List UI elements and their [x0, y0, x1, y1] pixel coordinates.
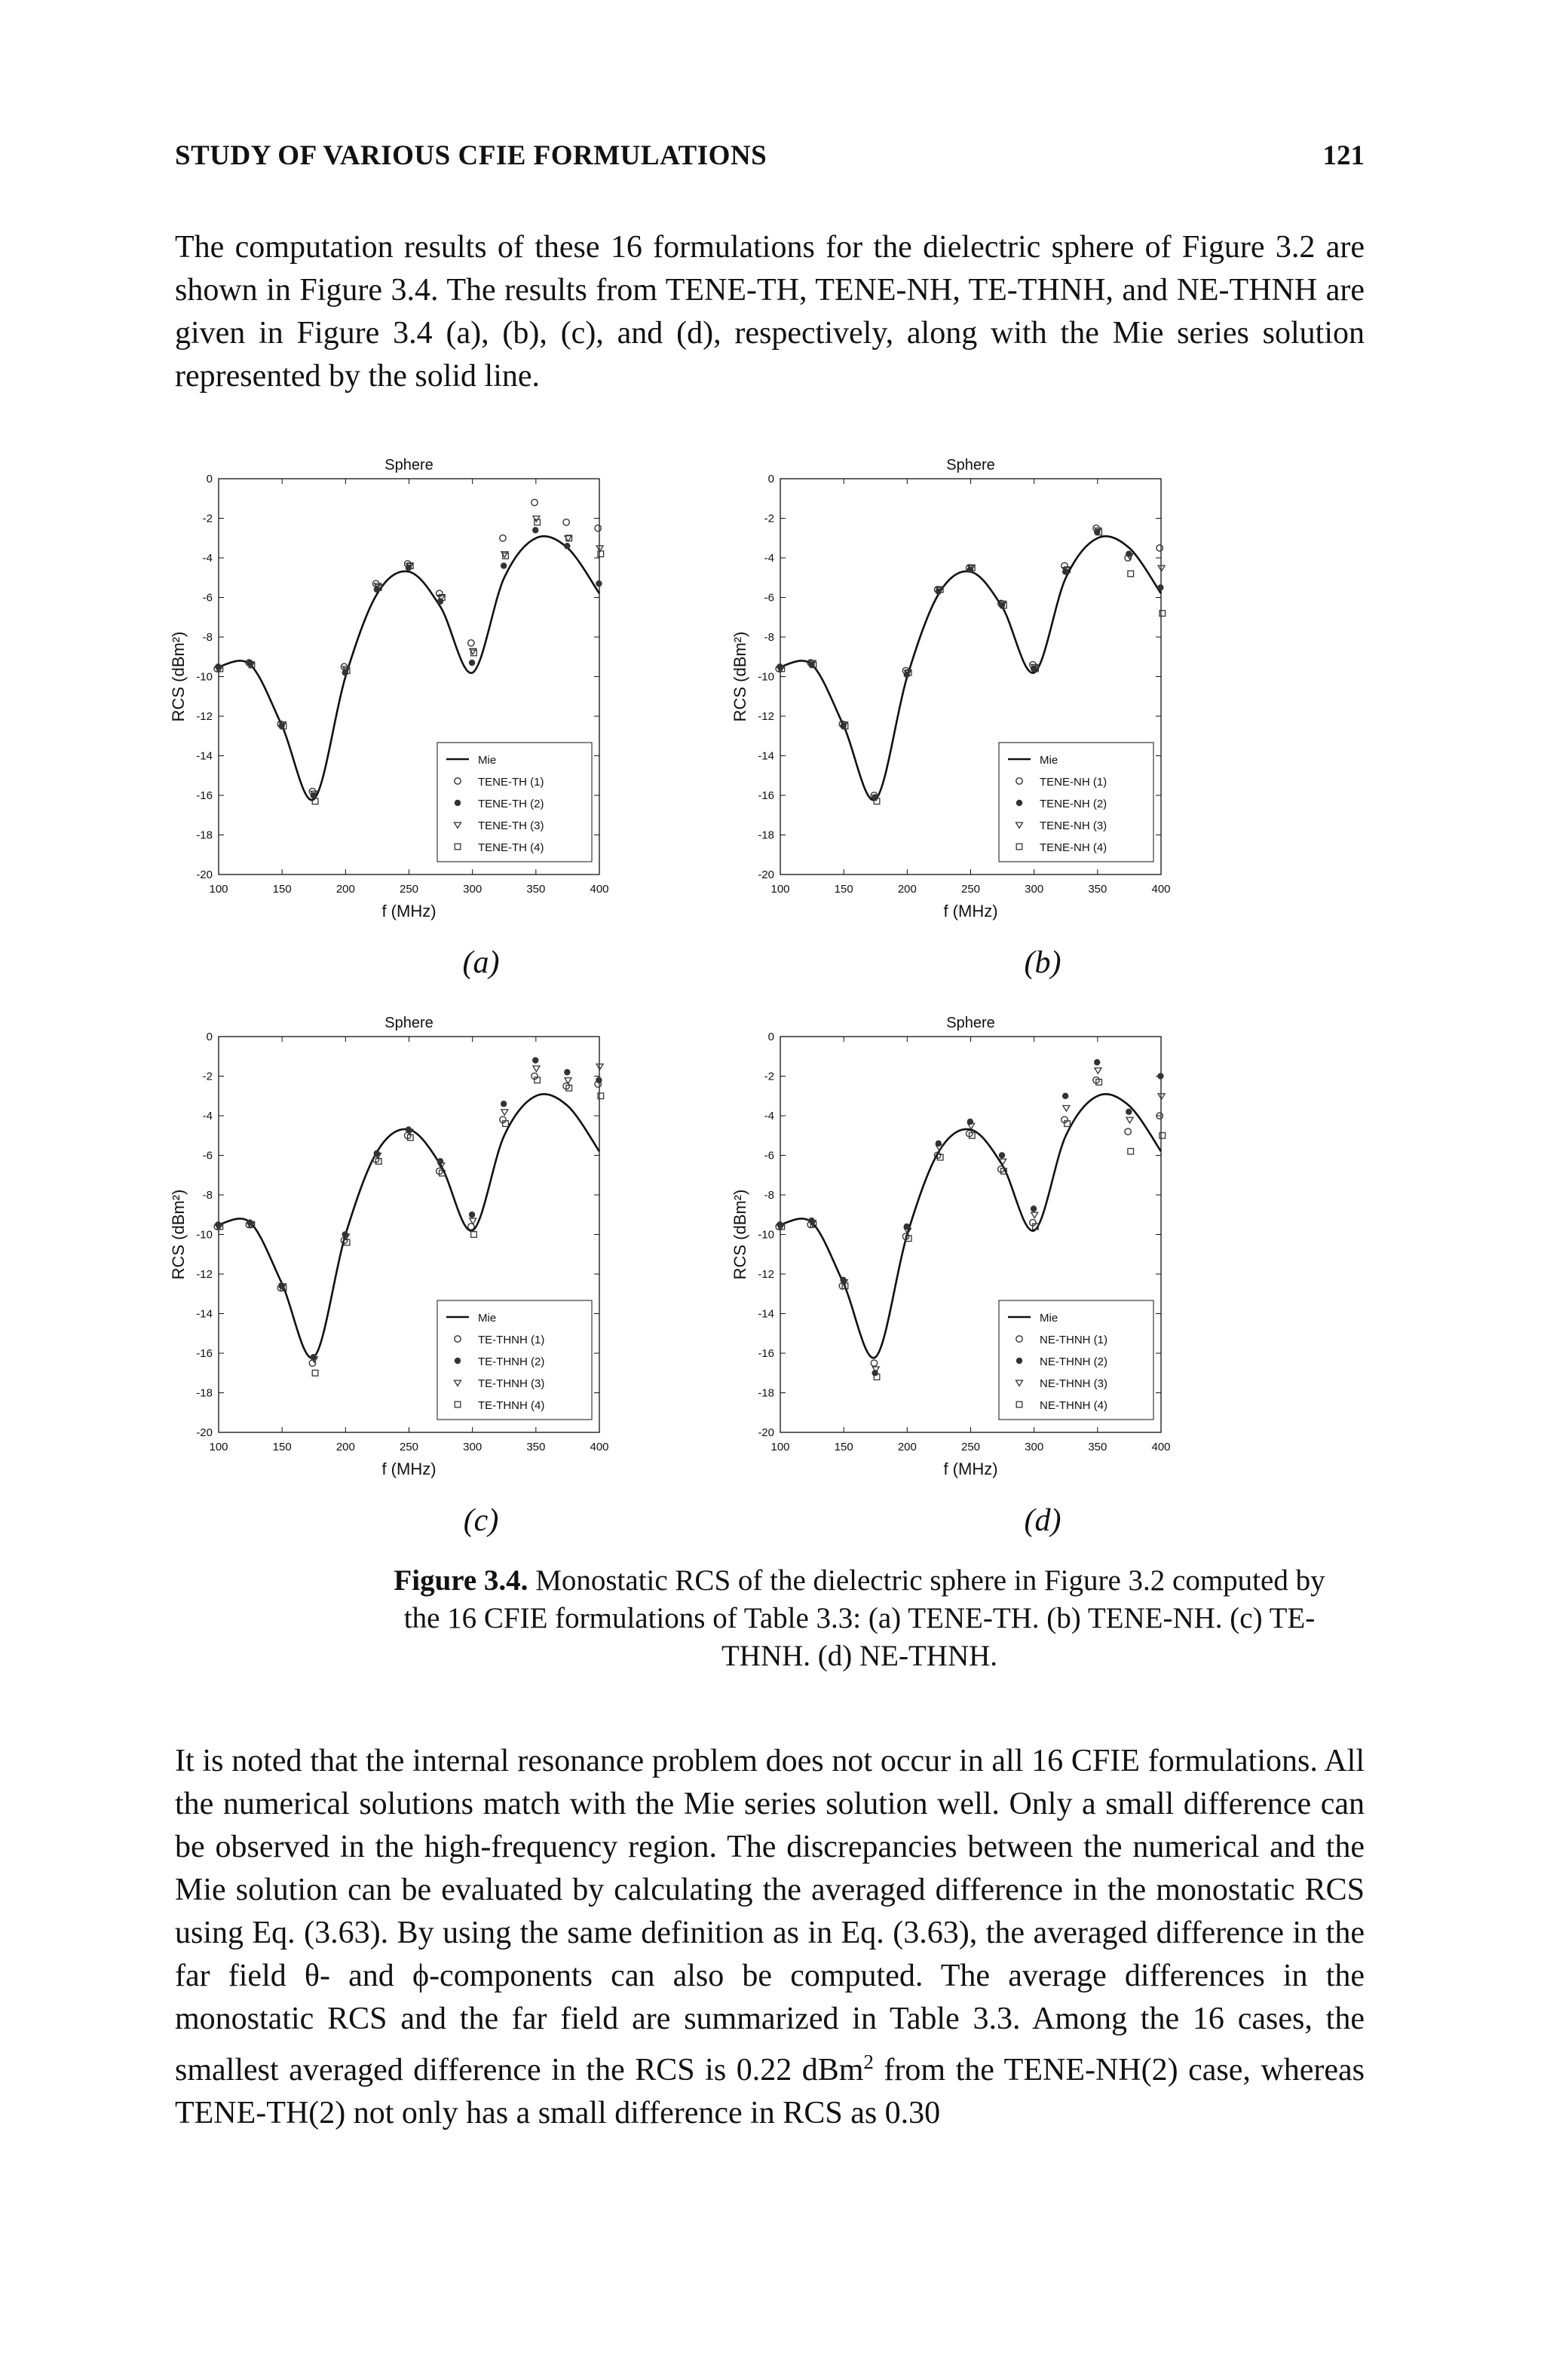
y-axis-label: RCS (dBm²) — [169, 631, 188, 722]
y-tick-label: -10 — [758, 670, 774, 684]
data-point — [533, 1066, 540, 1072]
legend-label: Mie — [478, 1312, 497, 1325]
data-point — [871, 1360, 877, 1366]
body-paragraph — [175, 1740, 1365, 2135]
y-tick-label: -12 — [758, 710, 774, 723]
x-tick-label: 150 — [834, 1441, 853, 1453]
data-point — [999, 1152, 1005, 1158]
data-point — [1095, 1068, 1101, 1074]
x-axis-label: f (MHz) — [943, 902, 998, 920]
y-tick-label: -18 — [758, 829, 774, 842]
y-tick-label: -14 — [196, 1307, 213, 1321]
legend-label: NE-THNH (4) — [1040, 1399, 1107, 1412]
caption-label: Figure 3.4. — [394, 1564, 528, 1597]
data-point — [596, 580, 602, 587]
legend-marker-sample — [455, 1358, 461, 1364]
legend-label: TE-THNH (4) — [478, 1399, 545, 1412]
legend-marker-sample — [1016, 1358, 1022, 1364]
x-tick-label: 150 — [272, 883, 292, 896]
x-tick-label: 100 — [209, 883, 228, 896]
data-point — [468, 640, 474, 646]
data-point — [1031, 1205, 1037, 1211]
rcs-chart-d — [724, 1003, 1349, 1485]
y-tick-label: -14 — [758, 749, 774, 763]
y-tick-label: -8 — [764, 1189, 774, 1202]
x-tick-label: 250 — [399, 1441, 419, 1453]
figure-panel-a — [162, 445, 788, 927]
y-tick-label: -10 — [758, 1228, 774, 1242]
data-point — [532, 1057, 538, 1063]
data-point — [1157, 1073, 1163, 1079]
data-point — [1031, 1212, 1038, 1218]
caption-text: Monostatic RCS of the dielectric sphere in Figure 3.2 computed by the 16 CFIE formulations of Table 3.3: (a) TENE-TH. (b) TENE-NH. (c) TE-THNH. (d) NE-THNH. — [403, 1564, 1325, 1672]
legend-marker-sample — [1016, 800, 1022, 806]
x-tick-label: 150 — [272, 1441, 292, 1453]
y-tick-label: -16 — [196, 1347, 213, 1360]
legend-label: NE-THNH (3) — [1040, 1377, 1107, 1390]
figure-caption — [377, 1562, 1342, 1675]
data-point — [598, 551, 604, 557]
rcs-chart-c — [162, 1003, 788, 1485]
y-tick-label: -16 — [196, 789, 213, 802]
body-paragraph-text — [175, 1740, 1365, 2135]
data-point — [1063, 1106, 1070, 1112]
data-point — [309, 1360, 315, 1366]
legend-label: Mie — [1040, 1312, 1058, 1325]
y-tick-label: -6 — [764, 591, 774, 605]
legend-marker-sample — [455, 800, 461, 806]
intro-paragraph — [175, 226, 1365, 398]
y-tick-label: -18 — [196, 829, 213, 842]
data-point — [468, 1224, 474, 1230]
y-tick-label: -16 — [758, 789, 774, 802]
data-point — [1160, 1132, 1166, 1138]
y-tick-label: -20 — [196, 1426, 213, 1439]
data-point — [501, 1101, 507, 1107]
legend-label: TENE-NH (2) — [1040, 798, 1107, 810]
data-point — [563, 519, 569, 525]
y-axis-label: RCS (dBm²) — [731, 1189, 749, 1280]
x-tick-label: 400 — [1151, 1441, 1171, 1453]
x-tick-label: 400 — [590, 883, 609, 896]
x-tick-label: 300 — [463, 1441, 482, 1453]
y-tick-label: 0 — [767, 473, 774, 485]
x-tick-label: 200 — [335, 1441, 355, 1453]
legend-label: TENE-NH (3) — [1040, 819, 1107, 832]
x-tick-label: 200 — [897, 883, 917, 896]
y-tick-label: -4 — [764, 1110, 774, 1123]
x-tick-label: 100 — [209, 1441, 228, 1453]
panel-label-b: (b) — [1024, 945, 1062, 980]
legend-label: TENE-NH (1) — [1040, 776, 1107, 789]
data-point — [1125, 1129, 1131, 1135]
y-tick-label: -2 — [202, 512, 213, 525]
y-tick-label: -20 — [196, 868, 213, 881]
data-point — [598, 1093, 604, 1099]
data-point — [595, 525, 601, 531]
y-tick-label: -18 — [196, 1386, 213, 1400]
x-tick-label: 300 — [463, 883, 482, 896]
y-tick-label: 0 — [206, 473, 213, 485]
data-point — [1094, 1059, 1100, 1065]
x-tick-label: 100 — [770, 883, 790, 896]
y-tick-label: -8 — [202, 1189, 213, 1202]
legend-label: TENE-TH (1) — [478, 776, 544, 789]
data-point — [471, 1232, 477, 1238]
chart-title: Sphere — [384, 1015, 433, 1031]
y-tick-label: -6 — [764, 1149, 774, 1162]
y-tick-label: -18 — [758, 1386, 774, 1400]
x-tick-label: 200 — [897, 1441, 917, 1453]
y-tick-label: -6 — [202, 591, 213, 605]
data-point — [1126, 1117, 1133, 1123]
data-point — [1128, 1148, 1134, 1154]
legend-label: TENE-TH (4) — [478, 841, 544, 854]
y-tick-label: -8 — [764, 631, 774, 644]
y-tick-label: -4 — [764, 552, 774, 565]
legend-label: Mie — [1040, 754, 1058, 767]
y-tick-label: -8 — [202, 631, 213, 644]
y-tick-label: 0 — [767, 1031, 774, 1043]
y-tick-label: -20 — [758, 1426, 774, 1439]
x-tick-label: 250 — [399, 883, 419, 896]
chart-title: Sphere — [946, 457, 995, 473]
body-text-part1: It is noted that the internal resonance problem does not occur in all 16 CFIE formulations. All the numerical solutions match with the Mie series solution well. Only a small difference can be observed in the high-frequency region. The discrepancies between the numerical and the Mie solution can be evaluated by calculating the averaged difference in the monostatic RCS using Eq. (3.63). By using the same definition as in Eq. (3.63), the averaged difference in the far field θ- and ϕ-components can also be computed. The average differences in the monostatic RCS and the far field are summarized in Table 3.3. Among the 16 cases, the smallest averaged difference in the RCS is 0.22 dBm — [175, 1744, 1365, 2087]
x-axis-label: f (MHz) — [943, 1460, 998, 1478]
legend-label: Mie — [478, 754, 497, 767]
y-axis-label: RCS (dBm²) — [731, 631, 749, 722]
y-axis-label: RCS (dBm²) — [169, 1189, 188, 1280]
y-tick-label: 0 — [206, 1031, 213, 1043]
y-tick-label: -4 — [202, 552, 213, 565]
x-tick-label: 150 — [834, 883, 853, 896]
y-tick-label: -12 — [196, 710, 213, 723]
x-tick-label: 250 — [960, 883, 981, 896]
data-point — [532, 499, 538, 505]
y-tick-label: -14 — [758, 1307, 774, 1321]
x-tick-label: 300 — [1025, 883, 1044, 896]
legend-label: TE-THNH (3) — [478, 1377, 545, 1390]
x-tick-label: 350 — [526, 883, 546, 896]
figure-panel-c — [162, 1003, 788, 1485]
y-tick-label: -4 — [202, 1110, 213, 1123]
y-tick-label: -2 — [202, 1070, 213, 1083]
y-tick-label: -12 — [758, 1268, 774, 1281]
figure-panel-b — [724, 445, 1349, 927]
running-head: STUDY OF VARIOUS CFIE FORMULATIONS — [175, 140, 767, 171]
y-tick-label: -12 — [196, 1268, 213, 1281]
x-tick-label: 400 — [1151, 883, 1171, 896]
x-tick-label: 200 — [335, 883, 355, 896]
legend-label: TENE-TH (2) — [478, 798, 544, 810]
x-axis-label: f (MHz) — [381, 1460, 437, 1478]
data-point — [501, 1110, 508, 1116]
body-text-part2: from the TENE-NH(2) case, whereas TENE-TH(2) not only has a small difference in RCS as 0.30 — [175, 2053, 1365, 2130]
panel-label-c: (c) — [463, 1503, 499, 1538]
x-tick-label: 250 — [960, 1441, 981, 1453]
y-tick-label: -10 — [196, 670, 213, 684]
legend-label: TENE-TH (3) — [478, 819, 544, 832]
x-tick-label: 350 — [1088, 1441, 1107, 1453]
superscript: 2 — [863, 2051, 874, 2073]
y-tick-label: -20 — [758, 868, 774, 881]
data-point — [532, 527, 538, 533]
x-axis-label: f (MHz) — [381, 902, 437, 920]
data-point — [1160, 611, 1166, 617]
y-tick-label: -10 — [196, 1228, 213, 1242]
rcs-chart-b — [724, 445, 1349, 927]
y-tick-label: -2 — [764, 512, 774, 525]
figure-panel-d — [724, 1003, 1349, 1485]
data-point — [1157, 584, 1163, 590]
data-point — [564, 543, 570, 549]
x-tick-label: 350 — [526, 1441, 546, 1453]
data-point — [1062, 1093, 1068, 1099]
chart-title: Sphere — [384, 457, 433, 473]
y-tick-label: -2 — [764, 1070, 774, 1083]
y-tick-label: -14 — [196, 749, 213, 763]
data-point — [1128, 571, 1134, 577]
x-tick-label: 400 — [590, 1441, 609, 1453]
page-number: 121 — [1322, 140, 1365, 171]
chart-title: Sphere — [946, 1015, 995, 1031]
panel-label-d: (d) — [1024, 1503, 1062, 1538]
intro-paragraph-text: The computation results of these 16 formulations for the dielectric sphere of Figure 3.2 are shown in Figure 3.4. The results from TENE-TH, TENE-NH, TE-THNH, and NE-THNH are given in Figure 3.4 (a), (b), (c), and (d), respectively, along with the Mie series solution represented by the solid line. — [175, 230, 1365, 394]
data-point — [469, 1211, 475, 1218]
data-point — [501, 562, 507, 568]
x-tick-label: 300 — [1025, 1441, 1044, 1453]
panel-label-a: (a) — [462, 945, 500, 980]
x-tick-label: 350 — [1088, 883, 1107, 896]
y-tick-label: -6 — [202, 1149, 213, 1162]
data-point — [1156, 545, 1163, 551]
page-header — [175, 139, 1365, 177]
y-tick-label: -16 — [758, 1347, 774, 1360]
legend-label: TE-THNH (1) — [478, 1334, 545, 1346]
legend-label: NE-THNH (1) — [1040, 1334, 1107, 1346]
legend-label: TE-THNH (2) — [478, 1355, 545, 1368]
legend-label: TENE-NH (4) — [1040, 841, 1107, 854]
x-tick-label: 100 — [770, 1441, 790, 1453]
data-point — [596, 1077, 602, 1083]
data-point — [564, 1069, 570, 1075]
legend-label: NE-THNH (2) — [1040, 1355, 1107, 1368]
data-point — [469, 660, 475, 666]
rcs-chart-a — [162, 445, 788, 927]
data-point — [500, 535, 506, 541]
data-point — [312, 1370, 318, 1376]
data-point — [1126, 1109, 1132, 1115]
